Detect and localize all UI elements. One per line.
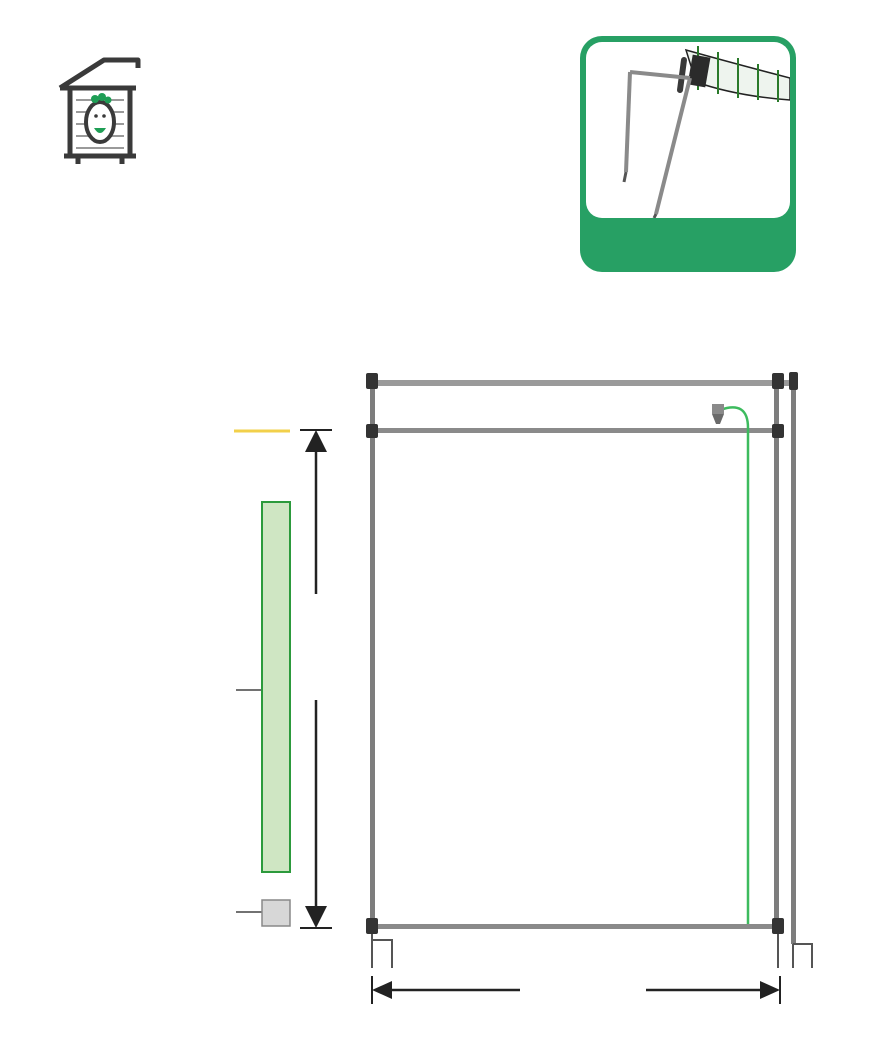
connector-insulator (712, 404, 748, 924)
non-conductor-zone-bar (262, 900, 290, 926)
height-dimension-arrow (300, 430, 332, 928)
conductor-zone-bar (262, 502, 290, 872)
width-dimension-arrow (372, 976, 780, 1004)
gate-frame (366, 372, 798, 944)
ground-spikes (372, 934, 812, 968)
